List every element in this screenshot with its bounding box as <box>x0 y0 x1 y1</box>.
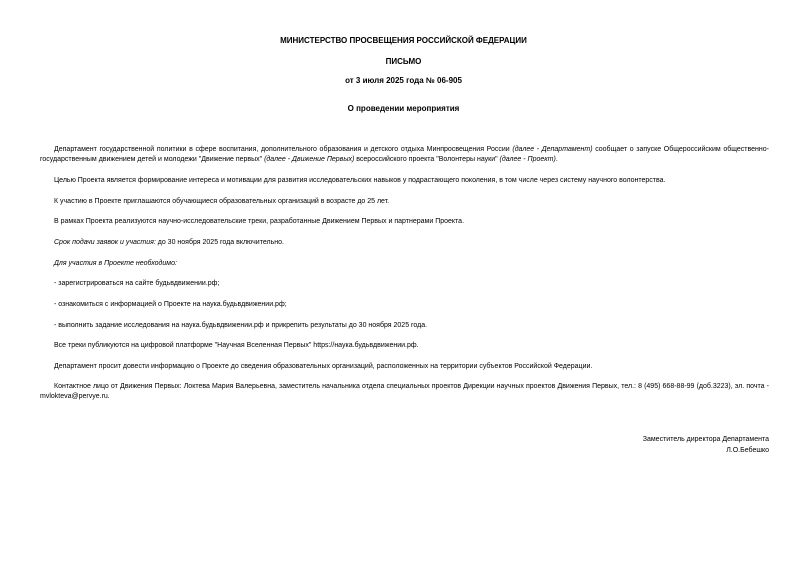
paragraph-participants: К участию в Проекте приглашаются обучающиеся образовательных организаций в возрасте до 25 лет. <box>54 198 390 205</box>
deadline-text: до 30 ноября 2025 года включительно. <box>155 239 284 246</box>
paragraph-contact: Контактное лицо от Движения Первых: Локтева Мария Валерьевна, заместитель начальника отдела специальных проектов Дирекции научных проектов Движения Первых, тел.: 8 (495) 668-88-99 (доб.3223), эл. почта - mvlokteva@pervye.ru. <box>40 383 769 400</box>
ministry-title: МИНИСТЕРСТВО ПРОСВЕЩЕНИЯ РОССИЙСКОЙ ФЕДЕРАЦИИ <box>280 36 527 45</box>
document-date-number: от 3 июля 2025 года № 06-905 <box>345 76 462 85</box>
intro-abbr-department: (далее - Департамент) <box>512 146 593 153</box>
intro-text-end: . <box>555 156 558 163</box>
document-type: ПИСЬМО <box>385 57 422 66</box>
requirements-heading-text: Для участия в Проекте необходимо: <box>54 260 177 267</box>
list-item: - выполнить задание исследования на наука.будьвдвижении.рф и прикрепить результаты до 30 ноября 2025 года. <box>54 322 428 329</box>
paragraph-tracks: В рамках Проекта реализуются научно-исследовательские треки, разработанные Движением Первых и партнерами Проекта. <box>54 218 465 225</box>
intro-abbr-project: (далее - Проект) <box>499 156 556 163</box>
paragraph-platform: Все треки публикуются на цифровой платформе "Научная Вселенная Первых" https://наука.будьвдвижении.рф. <box>54 342 419 349</box>
deadline-label: Срок подачи заявок и участия: <box>54 239 156 246</box>
list-item: - зарегистрироваться на сайте будьвдвижении.рф; <box>54 280 220 287</box>
signature-position: Заместитель директора Департамента <box>642 436 769 443</box>
list-item: - ознакомиться с информацией о Проекте на наука.будьвдвижении.рф; <box>54 301 287 308</box>
paragraph-goal: Целью Проекта является формирование интереса и мотивации для развития исследовательских навыков у подрастающего поколения, в том числе через систему научного волонтерства. <box>54 177 666 184</box>
intro-text-3: всероссийского проекта "Волонтеры науки" <box>354 156 500 163</box>
intro-abbr-movement: (далее - Движение Первых) <box>264 156 355 163</box>
paragraph-intro <box>40 145 769 165</box>
signature-name: Л.О.Бебешко <box>726 447 769 454</box>
paragraph-request: Департамент просит довести информацию о Проекте до сведения образовательных организаций, расположенных на территории субъектов Российской Федерации. <box>54 363 593 370</box>
intro-text-1: Департамент государственной политики в сфере воспитания, дополнительного образования и детского отдыха Минпросвещения России <box>54 146 513 153</box>
paragraph-requirements-heading <box>40 259 769 269</box>
paragraph-deadline <box>40 238 769 248</box>
intro-text-2: сообщает о запуске Общероссийским общественно-государственным движением детей и молодежи "Движение первых" <box>40 146 770 163</box>
document-subject: О проведении мероприятия <box>347 104 460 113</box>
